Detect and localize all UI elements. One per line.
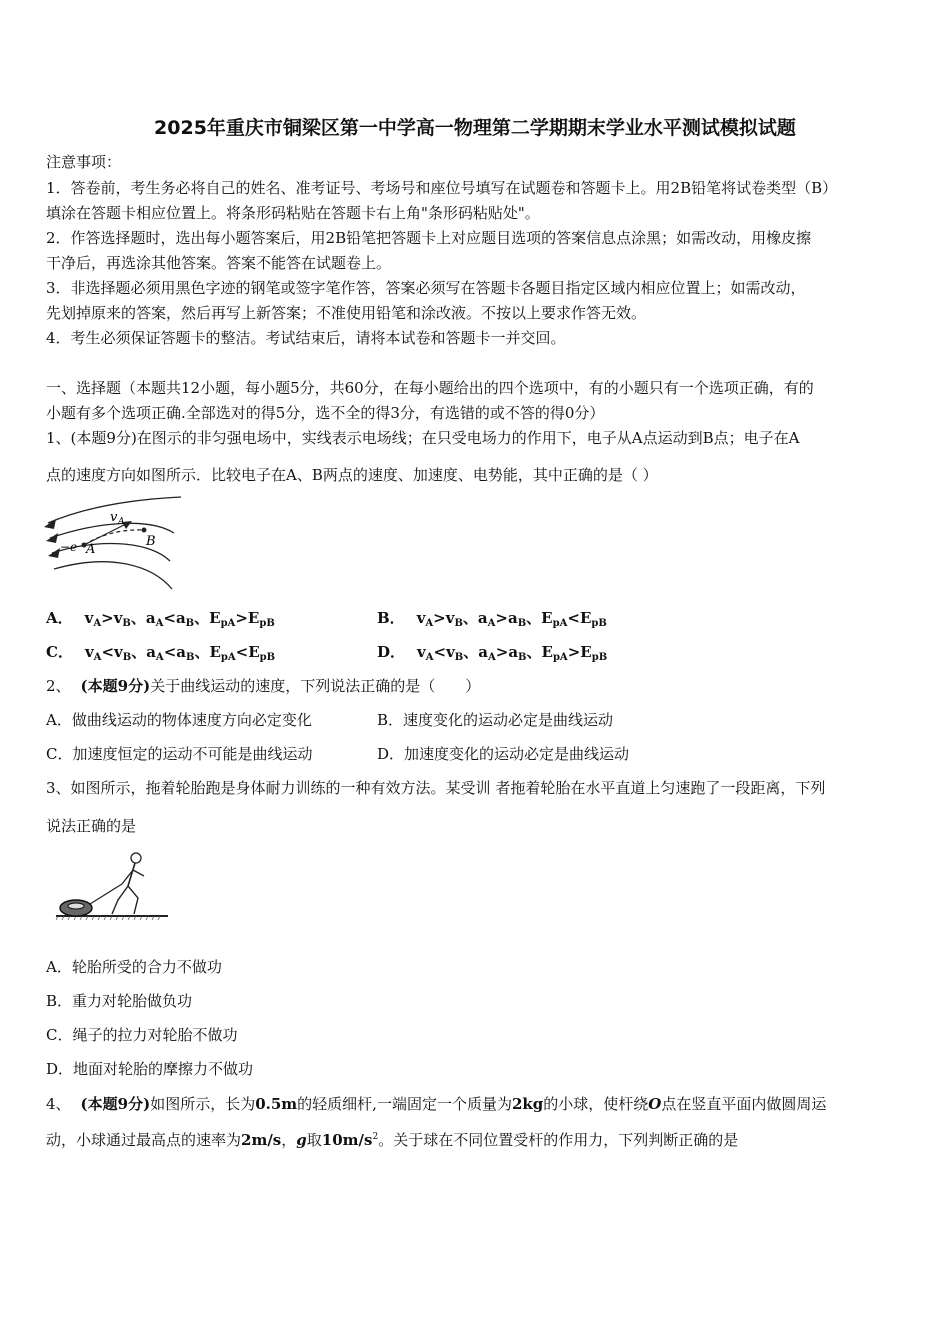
option-a[interactable]: A．做曲线运动的物体速度方向必定变化 <box>46 711 312 729</box>
option-b[interactable]: B． $v_A>v_B$、$a_A>a_B$、$E_{pA}<E_{pB}$ <box>377 609 607 629</box>
runner-head <box>131 853 141 863</box>
option-d[interactable]: D． $v_A<v_B$、$a_A>a_B$、$E_{pA}>E_{pB}$ <box>377 643 608 663</box>
option-c[interactable]: C． $v_A<v_B$、$a_A<a_B$、$E_{pA}<E_{pB}$ <box>46 643 276 663</box>
label-v-sub: A <box>118 517 125 527</box>
option-d[interactable]: D．加速度变化的运动必定是曲线运动 <box>377 745 630 763</box>
arrow-head <box>48 548 60 558</box>
option-d[interactable]: D．地面对轮胎的摩擦力不做功 <box>46 1060 254 1078</box>
label-v: v <box>110 510 118 525</box>
option-c[interactable]: C．加速度恒定的运动不可能是曲线运动 <box>46 745 313 763</box>
tire-dragging-figure <box>56 846 171 926</box>
section-heading: 一、选择题（本题共12小题，每小题5分，共60分，在每小题给出的四个选项中，有的小题只有一个选项正确，有的 <box>46 379 814 397</box>
notice-line: 2．作答选择题时，选出每小题答案后，用2B铅笔把答题卡上对应题目选项的答案信息点涂黑；如需改动，用橡皮擦 <box>46 229 812 247</box>
arrow-head <box>44 519 56 529</box>
notice-line: 干净后，再选涂其他答案。答案不能答在试题卷上。 <box>46 254 392 272</box>
label-a: A <box>86 542 96 557</box>
question-1-text: 点的速度方向如图所示．比较电子在A、B两点的速度、加速度、电势能，其中正确的是（ ） <box>46 466 658 484</box>
notice-line: 3．非选择题必须用黑色字迹的钢笔或签字笔作答，答案必须写在答题卡各题目指定区域内相应位置上；如需改动， <box>46 279 806 297</box>
question-3-text: 说法正确的是 <box>46 817 137 835</box>
option-b[interactable]: B．速度变化的运动必定是曲线运动 <box>377 711 614 729</box>
notice-heading: 注意事项： <box>46 153 122 171</box>
option-c[interactable]: C．绳子的拉力对轮胎不做功 <box>46 1026 238 1044</box>
question-1-text: 1、(本题9分)在图示的非匀强电场中，实线表示电场线；在只受电场力的作用下，电子从A点运动到B点；电子在A <box>46 429 800 447</box>
question-4-text: 4、 (本题9分)如图所示，长为0.5m的轻质细杆,一端固定一个质量为2kg的小球，使杆绕O点在竖直平面内做圆周运 <box>46 1095 827 1113</box>
question-3-text: 3、如图所示，拖着轮胎跑是身体耐力训练的一种有效方法。某受训 者拖着轮胎在水平直道上匀速跑了一段距离，下列 <box>46 779 826 797</box>
runner-legs <box>112 886 138 914</box>
notice-line: 填涂在答题卡相应位置上。将条形码粘贴在答题卡右上角"条形码粘贴处"。 <box>46 204 540 222</box>
point-b <box>142 528 147 533</box>
tire-hole <box>68 903 84 909</box>
arrow-head <box>46 533 58 543</box>
notice-line: 1．答卷前，考生务必将自己的姓名、准考证号、考场号和座位号填写在试题卷和答题卡上。用2B铅笔将试卷类型（B） <box>46 179 838 197</box>
label-b: B <box>146 534 156 549</box>
section-heading: 小题有多个选项正确.全部选对的得5分，选不全的得3分，有选错的或不答的得0分） <box>46 404 605 422</box>
notice-line: 先划掉原来的答案，然后再写上新答案；不准使用铅笔和涂改液。不按以上要求作答无效。 <box>46 304 647 322</box>
option-a[interactable]: A． $v_A>v_B$、$a_A<a_B$、$E_{pA}>E_{pB}$ <box>46 609 275 629</box>
label-e: −e <box>60 540 78 554</box>
question-4-text: 动，小球通过最高点的速率为2m/s，g取$10m/s^2$。关于球在不同位置受杆的作用力，下列判断正确的是 <box>46 1131 739 1149</box>
notice-line: 4．考生必须保证答题卡的整洁。考试结束后，请将本试卷和答题卡一并交回。 <box>46 329 566 347</box>
page-title: 2025年重庆市铜梁区第一中学高一物理第二学期期末学业水平测试模拟试题 <box>154 117 796 139</box>
electric-field-figure <box>40 493 190 593</box>
field-line <box>54 562 172 589</box>
question-2-text: 2、 (本题9分)关于曲线运动的速度，下列说法正确的是（ ） <box>46 677 481 695</box>
option-a[interactable]: A．轮胎所受的合力不做功 <box>46 958 222 976</box>
option-b[interactable]: B．重力对轮胎做负功 <box>46 992 193 1010</box>
